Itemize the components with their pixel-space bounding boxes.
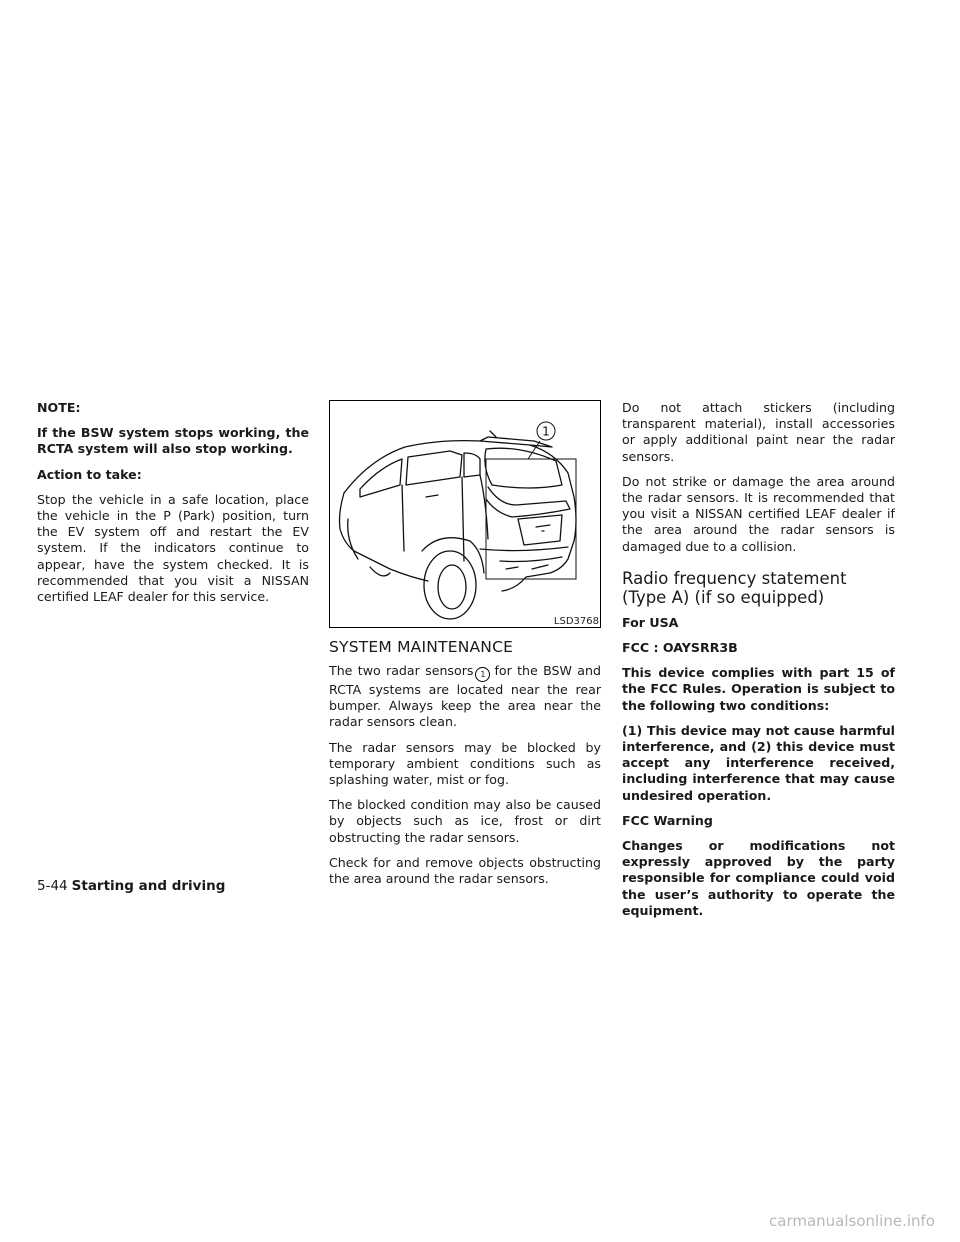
- sensor-marker-icon: 1: [475, 667, 490, 682]
- footer-section-title: Starting and driving: [71, 878, 226, 894]
- maintenance-p4: Check for and remove objects obstructing the area around the radar sensors.: [329, 854, 601, 887]
- column-right: [622, 400, 895, 928]
- figure-id: LSD3768: [553, 616, 599, 627]
- fcc-comply-text: This device complies with part 15 of the FCC Rules. Operation is subject to the following two conditions:: [622, 665, 895, 713]
- section-heading-maintenance: SYSTEM MAINTENANCE: [329, 638, 514, 656]
- page-footer: [37, 878, 225, 894]
- action-text: Stop the vehicle in a safe location, place the vehicle in the P (Park) position, turn the EV system off and restart the EV system. If the indicators continue to appear, have the system checked. It is recommended that you visit a NISSAN certified LEAF dealer for this service.: [37, 491, 309, 605]
- column-middle: [329, 400, 601, 896]
- fcc-conditions-text: (1) This device may not cause harmful interference, and (2) this device must accept any interference received, including interference that may cause undesired operation.: [622, 722, 895, 803]
- fcc-id: FCC : OAYSRR3B: [622, 640, 738, 656]
- rear-radar-sensor-figure: [329, 400, 601, 628]
- section-heading-radio: Radio frequency statement (Type A) (if so equipped): [622, 568, 847, 607]
- for-usa-heading: For USA: [622, 614, 679, 630]
- maintenance-p1-before: The two radar sensors: [329, 663, 474, 678]
- note-heading: NOTE:: [37, 400, 81, 415]
- figure-callout: 1: [542, 424, 550, 439]
- car-rear-illustration: [330, 401, 600, 627]
- damage-text: Do not strike or damage the area around the radar sensors. It is recommended that you visit a NISSAN certified LEAF dealer if the area around the radar sensors is damaged due to a collision.: [622, 473, 895, 554]
- watermark: carmanualsonline.info: [769, 1212, 935, 1230]
- note-text: If the BSW system stops working, the RCTA system will also stop working.: [37, 425, 309, 457]
- maintenance-p1: [329, 663, 601, 731]
- stickers-text: Do not attach stickers (including transparent material), install accessories or apply additional paint near the radar sensors.: [622, 400, 895, 464]
- column-left: [37, 400, 309, 614]
- action-heading: Action to take:: [37, 466, 142, 482]
- fcc-warning-heading: FCC Warning: [622, 812, 713, 828]
- page-number: 5-44: [37, 878, 68, 894]
- fcc-changes-text: Changes or modifications not expressly approved by the party responsible for compliance could void the user’s authority to operate the equipment.: [622, 838, 895, 918]
- maintenance-p3: The blocked condition may also be caused by objects such as ice, frost or dirt obstructing the radar sensors.: [329, 797, 601, 845]
- maintenance-p1-after: for the BSW and RCTA systems are located near the rear bumper. Always keep the area near the radar sensors clean.: [329, 663, 601, 730]
- maintenance-p2: The radar sensors may be blocked by temporary ambient conditions such as splashing water, mist or fog.: [329, 739, 601, 788]
